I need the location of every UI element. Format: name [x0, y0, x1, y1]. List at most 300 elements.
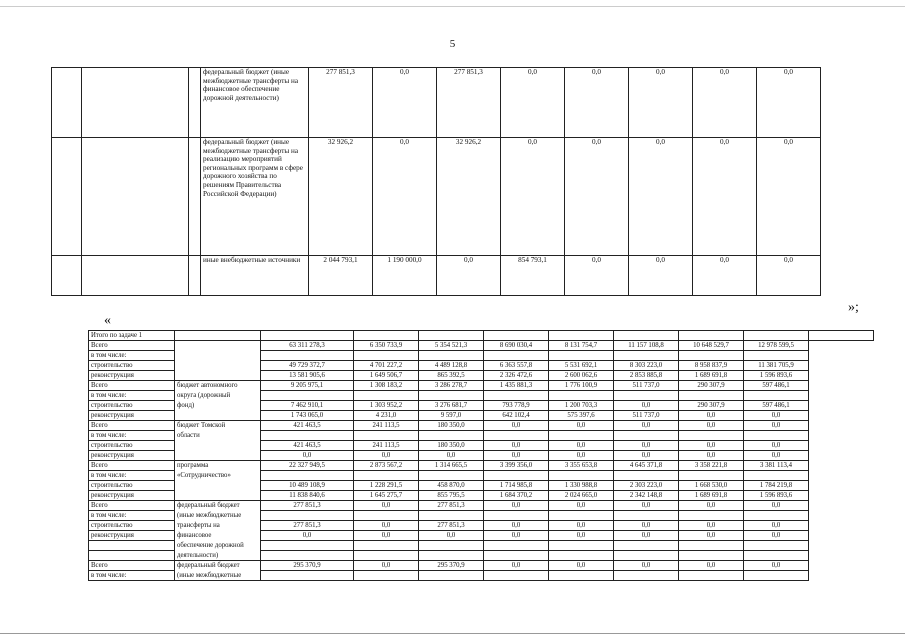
value-cell: 3 276 681,7 — [419, 401, 484, 411]
value-cell: 642 102,4 — [484, 411, 549, 421]
value-cell: 0,0 — [354, 561, 419, 571]
value-cell — [419, 351, 484, 361]
value-cell: 2 044 793,1 — [309, 256, 373, 296]
value-cell — [679, 431, 744, 441]
value-cell: 11 381 705,9 — [744, 361, 809, 371]
table-row — [89, 511, 874, 521]
scan-artifact-top — [0, 6, 905, 7]
source-cell: фонд) — [175, 401, 261, 411]
value-cell: 0,0 — [484, 501, 549, 511]
value-cell — [354, 471, 419, 481]
table-row — [89, 501, 874, 511]
value-cell: 0,0 — [354, 531, 419, 541]
source-cell — [175, 371, 261, 381]
value-cell — [354, 391, 419, 401]
source-cell — [175, 341, 261, 351]
value-cell: 2 342 148,8 — [614, 491, 679, 501]
value-cell: 0,0 — [354, 451, 419, 461]
value-cell: 1 776 100,9 — [549, 381, 614, 391]
value-cell: 0,0 — [744, 531, 809, 541]
table-row — [89, 461, 874, 471]
value-cell: 854 793,1 — [501, 256, 565, 296]
value-cell — [614, 351, 679, 361]
opening-quote: « — [104, 313, 111, 328]
value-cell — [354, 431, 419, 441]
value-cell: 0,0 — [744, 521, 809, 531]
empty-cell — [744, 331, 809, 341]
table-row — [89, 541, 874, 551]
value-cell: 855 795,5 — [419, 491, 484, 501]
value-cell: 0,0 — [419, 531, 484, 541]
value-cell: 3 381 113,4 — [744, 461, 809, 471]
value-cell: 0,0 — [614, 401, 679, 411]
value-cell — [484, 571, 549, 581]
empty-cell — [419, 331, 484, 341]
value-cell — [484, 391, 549, 401]
source-cell — [175, 361, 261, 371]
table-row — [89, 481, 874, 491]
source-cell: финансовое — [175, 531, 261, 541]
empty-cell — [354, 331, 419, 341]
table-row — [52, 256, 821, 296]
value-cell — [261, 551, 354, 561]
value-cell: 3 358 221,8 — [679, 461, 744, 471]
value-cell: 295 370,9 — [419, 561, 484, 571]
value-cell — [549, 391, 614, 401]
row-label: в том числе: — [89, 571, 175, 581]
value-cell: 0,0 — [757, 138, 821, 256]
value-cell — [744, 431, 809, 441]
value-cell: 511 737,0 — [614, 411, 679, 421]
value-cell: 0,0 — [679, 441, 744, 451]
value-cell: 277 851,3 — [419, 521, 484, 531]
value-cell: 3 399 356,0 — [484, 461, 549, 471]
value-cell — [679, 541, 744, 551]
value-cell: 290 307,9 — [679, 401, 744, 411]
value-cell: 3 355 653,8 — [549, 461, 614, 471]
value-cell: 0,0 — [484, 451, 549, 461]
value-cell — [484, 471, 549, 481]
value-cell: 2 873 567,2 — [354, 461, 419, 471]
table-row — [89, 411, 874, 421]
table-row — [89, 531, 874, 541]
table-row — [52, 138, 821, 256]
value-cell: 1 596 893,6 — [744, 371, 809, 381]
value-cell — [679, 351, 744, 361]
table-row — [89, 431, 874, 441]
value-cell: 597 486,1 — [744, 381, 809, 391]
value-cell: 0,0 — [261, 531, 354, 541]
value-cell: 0,0 — [679, 451, 744, 461]
value-cell: 1 303 952,2 — [354, 401, 419, 411]
value-cell: 1 684 370,2 — [484, 491, 549, 501]
empty-cell — [189, 68, 201, 138]
empty-cell — [82, 138, 189, 256]
row-label: реконструкция — [89, 371, 175, 381]
value-cell: 421 463,5 — [261, 421, 354, 431]
source-cell: федеральный бюджет (иные межбюджетные трансферты на реализацию мероприятий региональных программ в сфере дорожного хозяйства по решениям Правительства Российской Федерации) — [201, 138, 309, 256]
value-cell: 1 784 219,8 — [744, 481, 809, 491]
value-cell — [354, 511, 419, 521]
source-cell: федеральный бюджет — [175, 561, 261, 571]
value-cell: 63 311 278,3 — [261, 341, 354, 351]
value-cell — [419, 431, 484, 441]
value-cell — [484, 511, 549, 521]
value-cell: 0,0 — [744, 421, 809, 431]
value-cell: 0,0 — [629, 256, 693, 296]
value-cell — [614, 551, 679, 561]
value-cell: 793 778,9 — [484, 401, 549, 411]
value-cell: 9 597,0 — [419, 411, 484, 421]
value-cell — [744, 541, 809, 551]
value-cell — [419, 511, 484, 521]
value-cell: 0,0 — [501, 138, 565, 256]
value-cell: 11 157 108,8 — [614, 341, 679, 351]
empty-cell — [614, 331, 679, 341]
row-label: Всего — [89, 341, 175, 351]
value-cell — [261, 571, 354, 581]
value-cell: 0,0 — [679, 561, 744, 571]
row-label — [89, 551, 175, 561]
value-cell: 597 486,1 — [744, 401, 809, 411]
closing-quote: »; — [848, 300, 859, 315]
empty-cell — [679, 331, 744, 341]
source-cell: бюджет Томской — [175, 421, 261, 431]
value-cell: 8 303 223,0 — [614, 361, 679, 371]
value-cell — [419, 391, 484, 401]
value-cell: 0,0 — [757, 68, 821, 138]
value-cell — [614, 471, 679, 481]
table-row — [89, 561, 874, 571]
table-row — [89, 351, 874, 361]
value-cell — [614, 571, 679, 581]
value-cell — [744, 391, 809, 401]
budget-table-continued — [51, 67, 821, 296]
value-cell — [614, 431, 679, 441]
source-cell: «Сотрудничество» — [175, 471, 261, 481]
value-cell — [614, 391, 679, 401]
table-row — [89, 371, 874, 381]
value-cell: 10 489 108,9 — [261, 481, 354, 491]
value-cell: 0,0 — [484, 521, 549, 531]
value-cell: 241 113,5 — [354, 441, 419, 451]
value-cell — [744, 511, 809, 521]
value-cell — [549, 571, 614, 581]
value-cell — [549, 471, 614, 481]
value-cell — [744, 551, 809, 561]
row-label: в том числе: — [89, 471, 175, 481]
value-cell: 13 581 905,6 — [261, 371, 354, 381]
empty-cell — [175, 331, 261, 341]
source-cell — [175, 491, 261, 501]
value-cell: 0,0 — [261, 451, 354, 461]
empty-cell — [189, 256, 201, 296]
value-cell: 421 463,5 — [261, 441, 354, 451]
row-label: реконструкция — [89, 531, 175, 541]
value-cell: 0,0 — [614, 531, 679, 541]
row-label — [89, 541, 175, 551]
value-cell — [549, 511, 614, 521]
value-cell: 4 231,0 — [354, 411, 419, 421]
value-cell: 0,0 — [693, 68, 757, 138]
value-cell: 0,0 — [614, 561, 679, 571]
empty-cell — [82, 68, 189, 138]
value-cell: 4 645 371,8 — [614, 461, 679, 471]
value-cell: 511 737,0 — [614, 381, 679, 391]
value-cell: 0,0 — [565, 256, 629, 296]
source-cell: обеспечение дорожной — [175, 541, 261, 551]
value-cell: 1 649 506,7 — [354, 371, 419, 381]
source-cell: федеральный бюджет — [175, 501, 261, 511]
value-cell — [354, 351, 419, 361]
empty-cell — [809, 331, 874, 341]
value-cell: 10 648 529,7 — [679, 341, 744, 351]
row-label: в том числе: — [89, 351, 175, 361]
value-cell: 0,0 — [679, 531, 744, 541]
source-cell: (иные межбюджетные — [175, 571, 261, 581]
value-cell — [614, 541, 679, 551]
value-cell: 0,0 — [549, 421, 614, 431]
table-row — [52, 68, 821, 138]
value-cell — [484, 431, 549, 441]
value-cell: 0,0 — [437, 256, 501, 296]
value-cell — [484, 541, 549, 551]
value-cell: 9 205 975,1 — [261, 381, 354, 391]
table-row — [89, 571, 874, 581]
value-cell: 1 645 275,7 — [354, 491, 419, 501]
value-cell: 0,0 — [373, 138, 437, 256]
row-label: строительство — [89, 361, 175, 371]
value-cell — [679, 551, 744, 561]
table-row — [89, 471, 874, 481]
value-cell: 277 851,3 — [437, 68, 501, 138]
value-cell: 0,0 — [549, 501, 614, 511]
budget-table-task-1 — [88, 330, 874, 581]
value-cell — [419, 551, 484, 561]
value-cell: 4 701 227,2 — [354, 361, 419, 371]
source-cell — [175, 481, 261, 491]
value-cell: 6 363 557,8 — [484, 361, 549, 371]
source-cell: деятельности) — [175, 551, 261, 561]
value-cell — [261, 351, 354, 361]
value-cell: 0,0 — [549, 441, 614, 451]
value-cell: 1 668 530,0 — [679, 481, 744, 491]
value-cell: 0,0 — [679, 421, 744, 431]
source-cell — [175, 451, 261, 461]
value-cell: 8 958 837,9 — [679, 361, 744, 371]
value-cell: 865 392,5 — [419, 371, 484, 381]
value-cell — [744, 571, 809, 581]
value-cell: 0,0 — [744, 441, 809, 451]
empty-cell — [82, 256, 189, 296]
value-cell: 8 131 754,7 — [549, 341, 614, 351]
value-cell: 22 327 949,5 — [261, 461, 354, 471]
value-cell: 0,0 — [614, 521, 679, 531]
value-cell: 1 314 665,5 — [419, 461, 484, 471]
value-cell: 180 350,0 — [419, 421, 484, 431]
value-cell — [549, 351, 614, 361]
value-cell — [419, 471, 484, 481]
value-cell: 2 853 885,8 — [614, 371, 679, 381]
value-cell: 0,0 — [679, 521, 744, 531]
value-cell: 0,0 — [693, 256, 757, 296]
value-cell: 12 978 599,5 — [744, 341, 809, 351]
source-cell: иные внебюджетные источники — [201, 256, 309, 296]
row-label: строительство — [89, 401, 175, 411]
value-cell: 4 489 128,8 — [419, 361, 484, 371]
value-cell — [261, 431, 354, 441]
value-cell: 0,0 — [614, 421, 679, 431]
value-cell — [744, 351, 809, 361]
table-row — [89, 551, 874, 561]
value-cell: 1 714 985,8 — [484, 481, 549, 491]
value-cell: 0,0 — [629, 138, 693, 256]
value-cell: 0,0 — [484, 561, 549, 571]
table-row — [89, 361, 874, 371]
value-cell — [549, 551, 614, 561]
value-cell: 2 326 472,6 — [484, 371, 549, 381]
value-cell: 0,0 — [549, 561, 614, 571]
row-label: Всего — [89, 421, 175, 431]
value-cell — [354, 551, 419, 561]
value-cell: 0,0 — [629, 68, 693, 138]
value-cell: 1 330 988,8 — [549, 481, 614, 491]
row-label: в том числе: — [89, 431, 175, 441]
source-cell: области — [175, 431, 261, 441]
empty-cell — [52, 138, 82, 256]
value-cell: 0,0 — [419, 451, 484, 461]
value-cell: 277 851,3 — [309, 68, 373, 138]
value-cell: 49 729 372,7 — [261, 361, 354, 371]
source-cell — [175, 411, 261, 421]
value-cell: 6 350 733,9 — [354, 341, 419, 351]
value-cell: 0,0 — [614, 501, 679, 511]
value-cell: 1 596 893,6 — [744, 491, 809, 501]
value-cell: 0,0 — [549, 521, 614, 531]
row-label: Всего — [89, 381, 175, 391]
page-number: 5 — [449, 38, 456, 50]
row-label: реконструкция — [89, 411, 175, 421]
value-cell: 1 200 703,3 — [549, 401, 614, 411]
value-cell: 5 531 692,1 — [549, 361, 614, 371]
value-cell: 0,0 — [484, 441, 549, 451]
table-row — [89, 521, 874, 531]
value-cell: 0,0 — [614, 441, 679, 451]
value-cell: 1 190 000,0 — [373, 256, 437, 296]
value-cell — [679, 391, 744, 401]
row-label: в том числе: — [89, 391, 175, 401]
value-cell: 180 350,0 — [419, 441, 484, 451]
value-cell: 277 851,3 — [261, 501, 354, 511]
table-row — [89, 341, 874, 351]
value-cell: 2 600 062,6 — [549, 371, 614, 381]
value-cell — [261, 471, 354, 481]
value-cell: 3 286 278,7 — [419, 381, 484, 391]
empty-cell — [52, 256, 82, 296]
value-cell — [744, 471, 809, 481]
value-cell: 0,0 — [373, 68, 437, 138]
source-cell: округа (дорожный — [175, 391, 261, 401]
value-cell: 0,0 — [744, 561, 809, 571]
value-cell: 0,0 — [565, 68, 629, 138]
row-label: строительство — [89, 521, 175, 531]
value-cell: 1 689 691,8 — [679, 371, 744, 381]
value-cell — [261, 541, 354, 551]
value-cell: 11 838 840,6 — [261, 491, 354, 501]
source-cell — [175, 351, 261, 361]
value-cell: 2 303 223,0 — [614, 481, 679, 491]
empty-cell — [189, 138, 201, 256]
table-row — [89, 381, 874, 391]
table-row — [89, 401, 874, 411]
value-cell: 0,0 — [614, 451, 679, 461]
empty-cell — [549, 331, 614, 341]
table-row — [89, 441, 874, 451]
row-label: Всего — [89, 461, 175, 471]
empty-cell — [484, 331, 549, 341]
section-header: Итого по задаче 1 — [89, 331, 175, 341]
value-cell: 0,0 — [549, 451, 614, 461]
value-cell: 241 113,5 — [354, 421, 419, 431]
source-cell: программа — [175, 461, 261, 471]
value-cell: 32 926,2 — [437, 138, 501, 256]
value-cell: 7 462 910,1 — [261, 401, 354, 411]
value-cell: 0,0 — [744, 411, 809, 421]
row-label: строительство — [89, 441, 175, 451]
source-cell: бюджет автономного — [175, 381, 261, 391]
value-cell: 0,0 — [757, 256, 821, 296]
value-cell: 1 435 881,3 — [484, 381, 549, 391]
table-row — [89, 391, 874, 401]
value-cell: 290 307,9 — [679, 381, 744, 391]
value-cell: 32 926,2 — [309, 138, 373, 256]
source-cell: (иные межбюджетные — [175, 511, 261, 521]
value-cell: 0,0 — [484, 421, 549, 431]
value-cell: 1 743 065,0 — [261, 411, 354, 421]
value-cell — [679, 471, 744, 481]
value-cell: 0,0 — [549, 531, 614, 541]
value-cell: 0,0 — [744, 501, 809, 511]
value-cell — [261, 511, 354, 521]
value-cell: 1 228 291,5 — [354, 481, 419, 491]
value-cell: 0,0 — [693, 138, 757, 256]
value-cell: 0,0 — [354, 501, 419, 511]
source-cell — [175, 441, 261, 451]
value-cell: 1 308 183,2 — [354, 381, 419, 391]
source-cell: трансферты на — [175, 521, 261, 531]
value-cell — [419, 571, 484, 581]
table-row — [89, 451, 874, 461]
value-cell — [679, 571, 744, 581]
value-cell — [549, 541, 614, 551]
source-cell: федеральный бюджет (иные межбюджетные трансферты на финансовое обеспечение дорожной деятельности) — [201, 68, 309, 138]
row-label: Всего — [89, 501, 175, 511]
value-cell: 0,0 — [354, 521, 419, 531]
row-label: Всего — [89, 561, 175, 571]
empty-cell — [52, 68, 82, 138]
row-label: реконструкция — [89, 491, 175, 501]
scan-artifact-bottom — [0, 633, 905, 634]
value-cell: 458 870,0 — [419, 481, 484, 491]
value-cell — [354, 541, 419, 551]
table-header-row — [89, 331, 874, 341]
value-cell: 2 024 665,0 — [549, 491, 614, 501]
value-cell: 0,0 — [744, 451, 809, 461]
value-cell — [549, 431, 614, 441]
value-cell: 8 690 030,4 — [484, 341, 549, 351]
value-cell: 0,0 — [679, 501, 744, 511]
value-cell: 277 851,3 — [419, 501, 484, 511]
